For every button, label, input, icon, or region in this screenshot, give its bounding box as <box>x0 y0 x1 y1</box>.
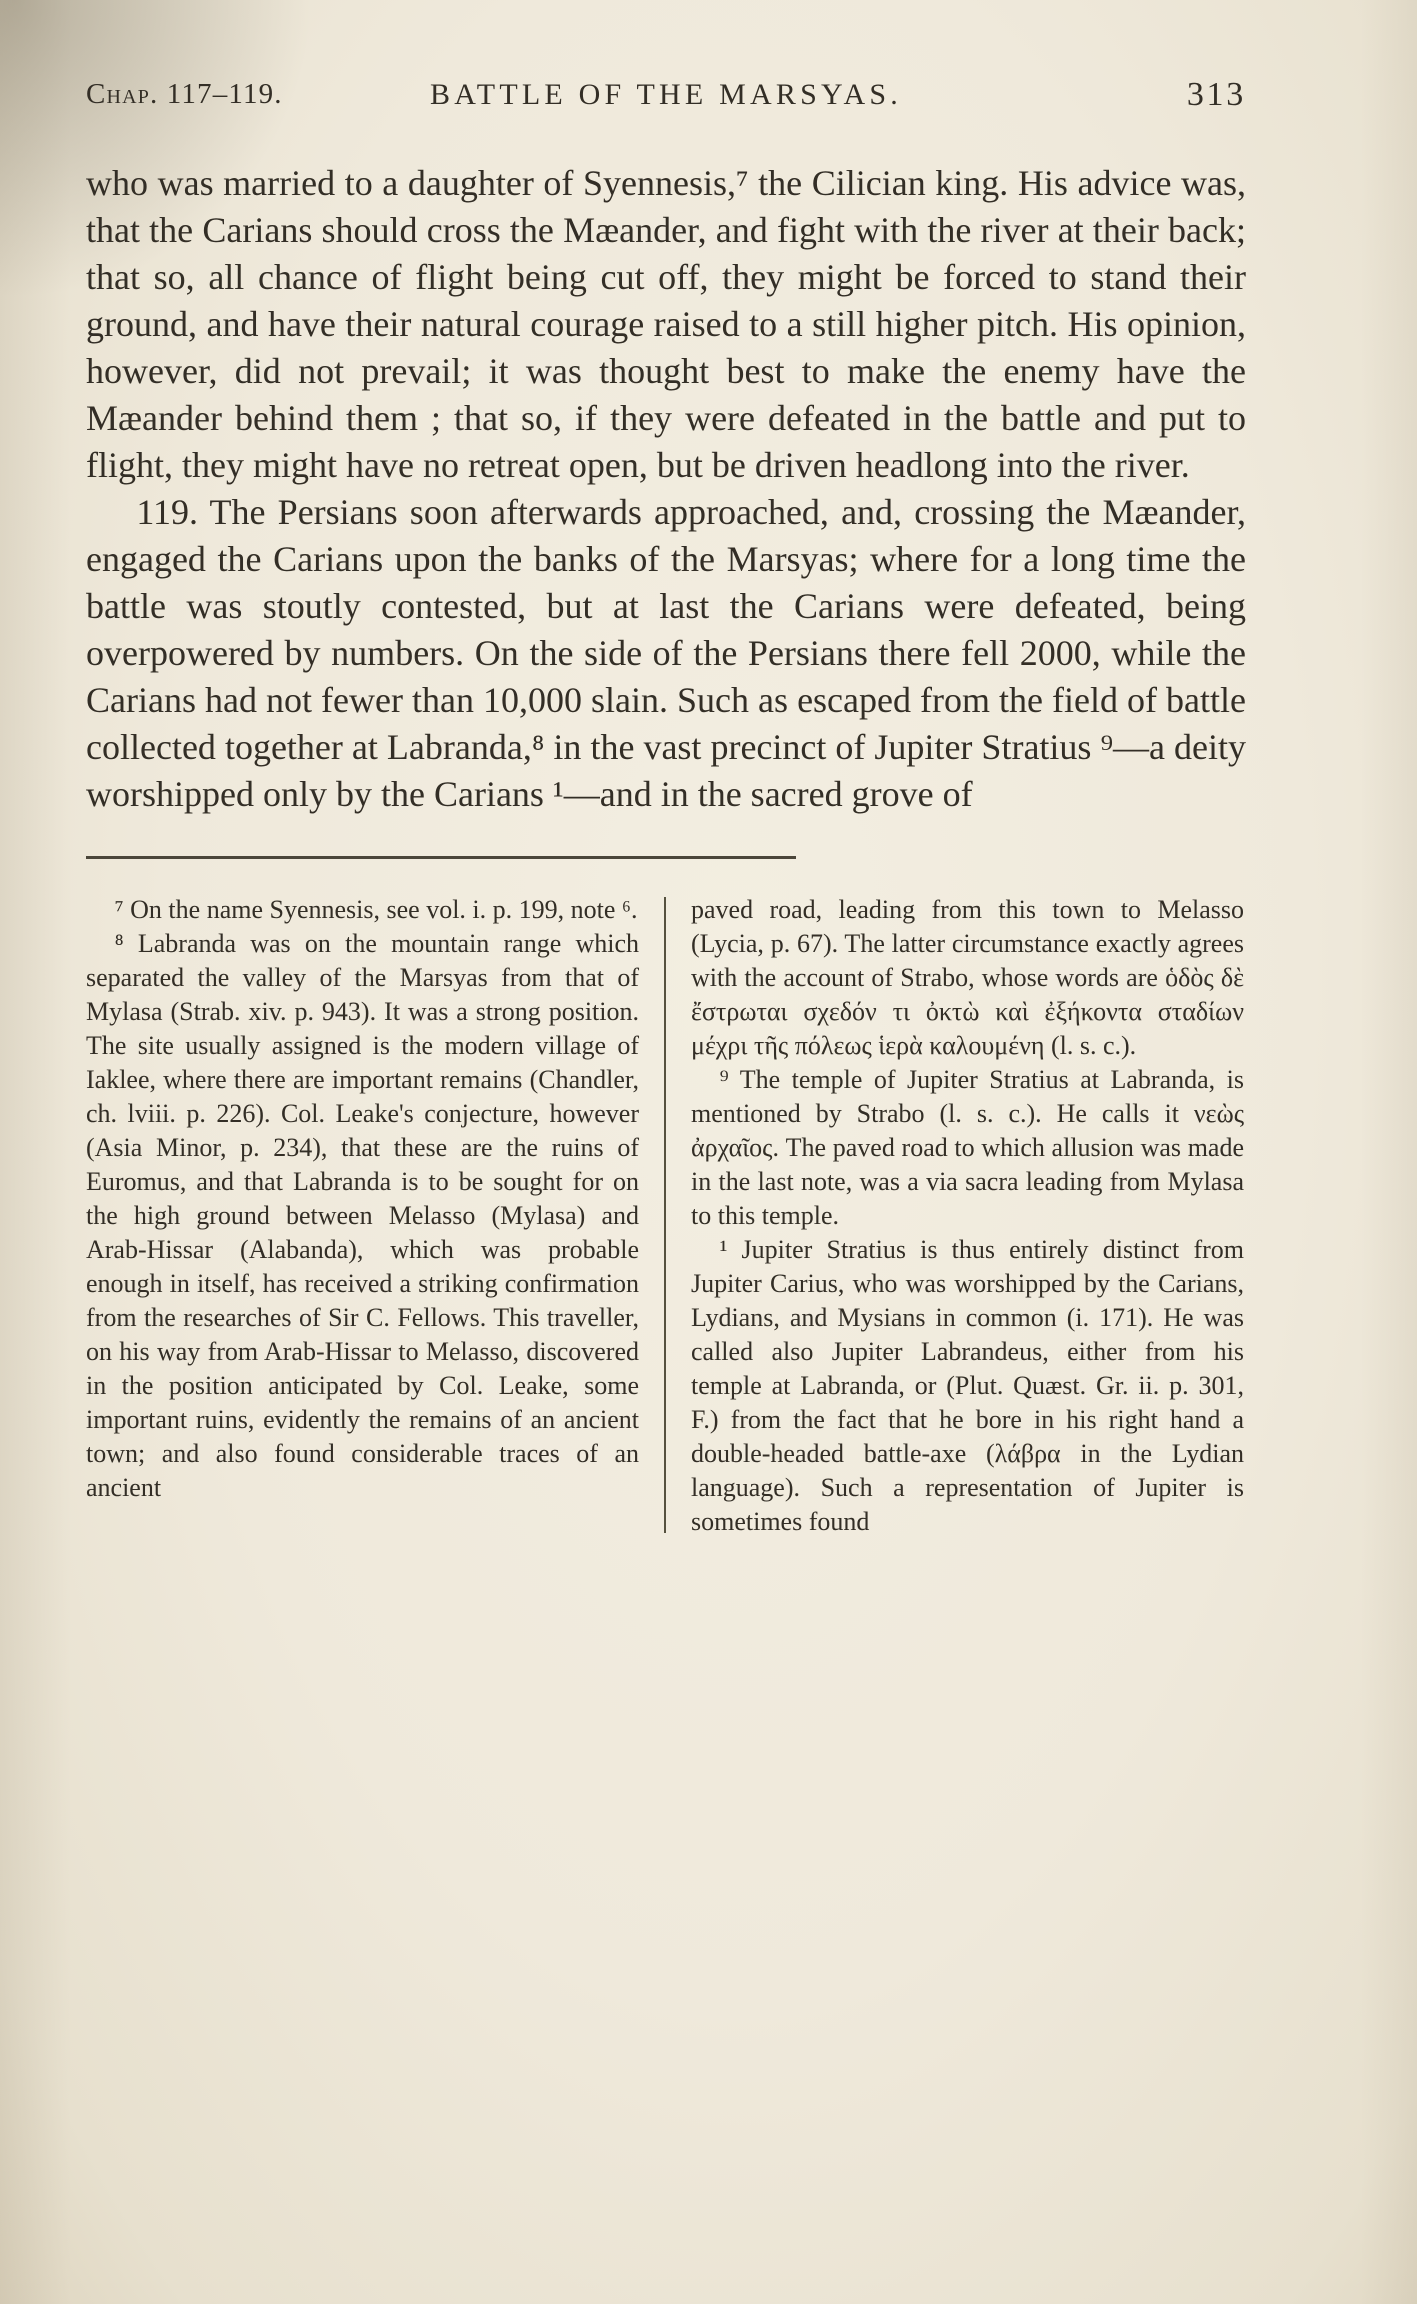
footnote-8-continued: paved road, leading from this town to Melasso (Lycia, p. 67). The latter circumstance exactly agrees with the account of Strabo, whose words are ὁδὸς δὲ ἔστρωται σχεδόν τι ὀκτὼ καὶ ἐξήκοντα σταδίων μέχρι τῆς πόλεως ἱερὰ καλουμένη (l. s. c.). <box>691 895 1244 1060</box>
body-paragraph-119: 119. The Persians soon afterwards approached, and, crossing the Mæander, engaged the Carians upon the banks of the Marsyas; where for a long time the battle was stoutly contested, but at last the Carians were defeated, being overpowered by numbers. On the side of the Persians there fell 2000, while the Carians had not fewer than 10,000 slain. Such as escaped from the field of battle collected together at Labranda,⁸ in the vast precinct of Jupiter Stratius ⁹—a deity worshipped only by the Carians ¹—and in the sacred grove of <box>86 492 1246 814</box>
running-title: BATTLE OF THE MARSYAS. <box>430 78 902 111</box>
text-block <box>86 78 1246 1539</box>
chapter-label: Chap. 117–119. <box>86 78 283 110</box>
footnote-separator-rule <box>86 856 796 859</box>
footnote-column-left <box>86 893 639 1539</box>
footnote-column-divider-rule <box>664 897 666 1533</box>
footnote-1: ¹ Jupiter Stratius is thus entirely distinct from Jupiter Carius, who was worshipped by the Carians, Lydians, and Mysians in common (i. 171). He was called also Jupiter Labrandeus, either from his temple at Labranda, or (Plut. Quæst. Gr. ii. p. 301, F.) from the fact that he bore in his right hand a double-headed battle-axe (λάβρα in the Lydian language). Such a representation of Jupiter is sometimes found <box>691 1235 1244 1536</box>
page-header <box>86 78 1246 118</box>
body-text <box>86 160 1246 818</box>
footnote-column-right <box>691 893 1244 1539</box>
body-paragraph-continuation: who was married to a daughter of Syennesis,⁷ the Cilician king. His advice was, that the Carians should cross the Mæander, and fight with the river at their back; that so, all chance of flight being cut off, they might be forced to stand their ground, and have their natural courage raised to a still higher pitch. His opinion, however, did not prevail; it was thought best to make the enemy have the Mæander behind them ; that so, if they were defeated in the battle and put to flight, they might have no retreat open, but be driven headlong into the river. <box>86 163 1246 485</box>
footnote-9: ⁹ The temple of Jupiter Stratius at Labranda, is mentioned by Strabo (l. s. c.). He calls it νεὼς ἀρχαῖος. The paved road to which allusion was made in the last note, was a via sacra leading from Mylasa to this temple. <box>691 1065 1244 1230</box>
footnotes <box>86 893 1246 1539</box>
page-number: 313 <box>1186 76 1246 113</box>
footnote-8: ⁸ Labranda was on the mountain range which separated the valley of the Marsyas from that of Mylasa (Strab. xiv. p. 943). It was a strong position. The site usually assigned is the modern village of Iaklee, where there are important remains (Chandler, ch. lviii. p. 226). Col. Leake's conjecture, however (Asia Minor, p. 234), that these are the ruins of Euromus, and that Labranda is to be sought for on the high ground between Melasso (Mylasa) and Arab-Hissar (Alabanda), which was probable enough in itself, has received a striking confirmation from the researches of Sir C. Fellows. This traveller, on his way from Arab-Hissar to Melasso, discovered in the position anticipated by Col. Leake, some important ruins, evidently the remains of an ancient town; and also found considerable traces of an ancient <box>86 929 639 1502</box>
footnote-7: ⁷ On the name Syennesis, see vol. i. p. 199, note ⁶. <box>114 895 638 924</box>
